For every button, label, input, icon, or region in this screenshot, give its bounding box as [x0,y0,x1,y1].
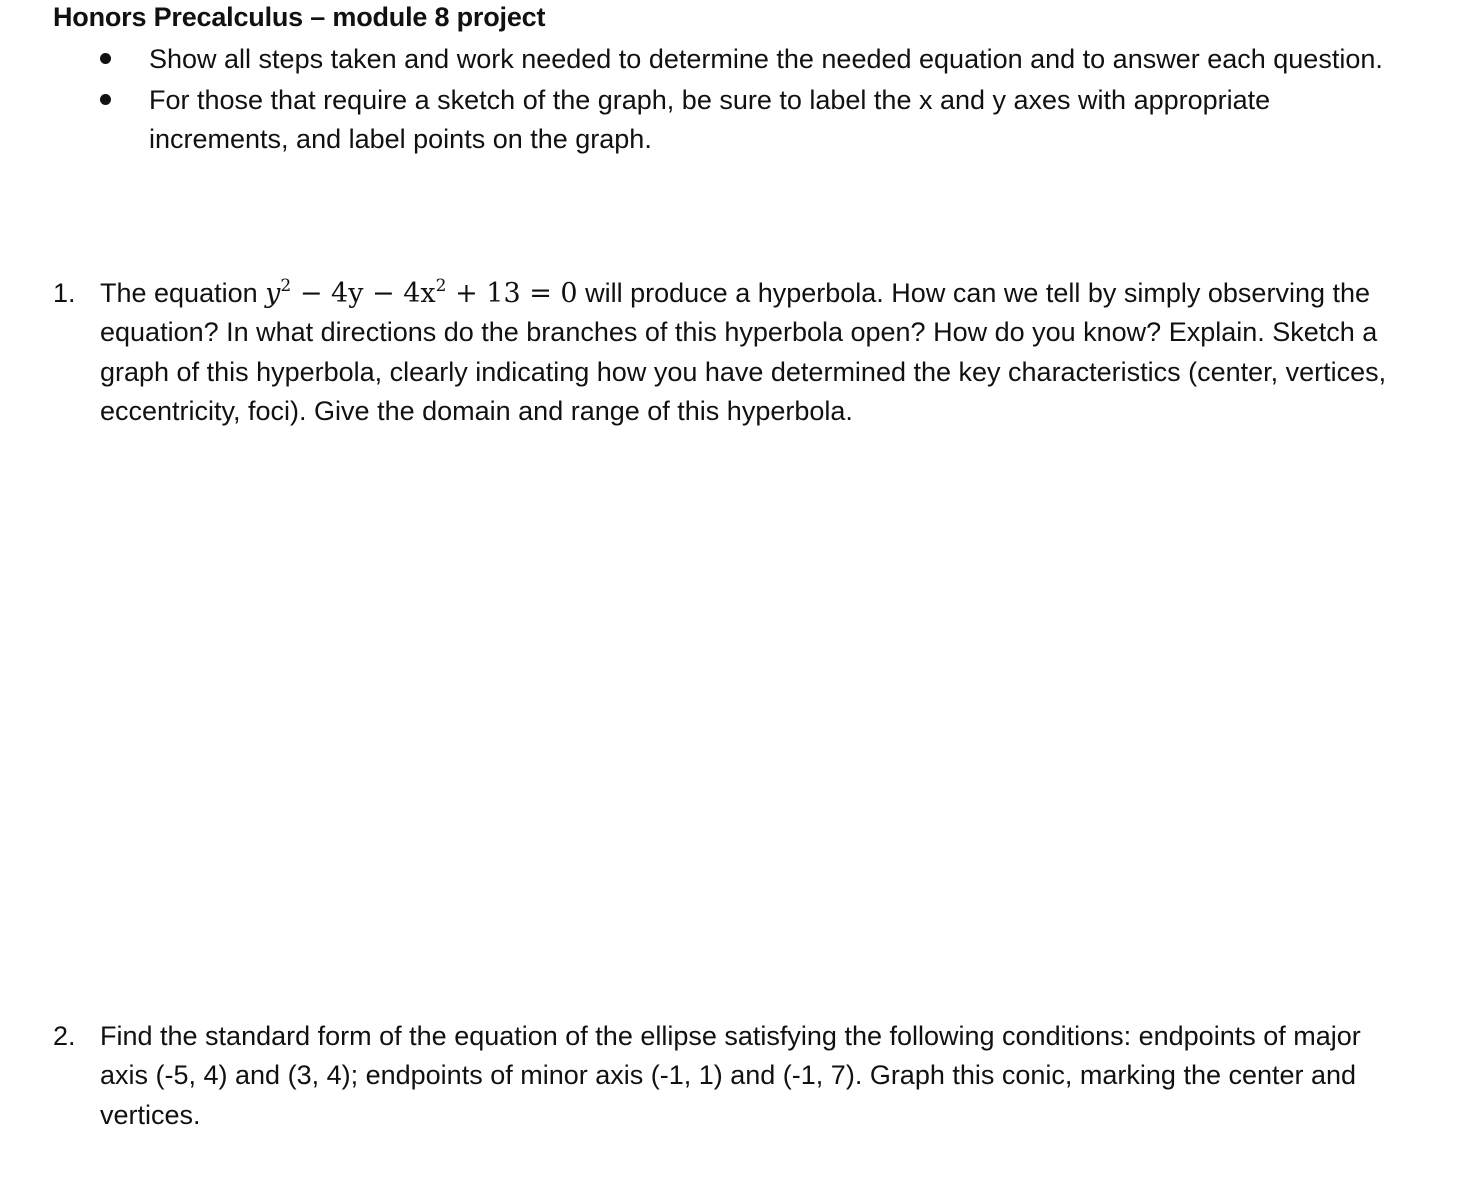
bullet-icon [100,53,111,64]
question-text [100,274,1398,431]
question-text-intro: The equation [100,278,258,308]
instructions-list [100,40,1390,161]
question-2 [53,1017,1398,1135]
question-1 [53,274,1398,431]
equation-y-term: y [265,278,281,309]
instruction-text: Show all steps taken and work needed to determine the needed equation and to answer each question. [149,44,1383,74]
equation-x-exponent: 2 [435,276,447,296]
instruction-text: For those that require a sketch of the graph, be sure to label the x and y axes with appropriate increments, and label points on the graph. [149,85,1271,154]
question-number: 1. [53,278,76,308]
equation-y-exponent: 2 [280,276,292,296]
instruction-item [100,40,1390,79]
instruction-item [100,81,1390,159]
equation-middle: − 4y − 4x [291,278,436,309]
hyperbola-equation [265,278,577,309]
bullet-icon [100,94,111,105]
equation-end: + 13 = 0 [446,278,578,309]
document-title: Honors Precalculus – module 8 project [53,2,546,32]
question-text: Find the standard form of the equation of the ellipse satisfying the following conditions: endpoints of major axis (-5, 4) and (3, 4); endpoints of minor axis (-1, 1) and (-1, 7). Graph this conic, marking the center and vertices. [100,1021,1361,1130]
question-text-body: will produce a hyperbola. How can we tell by simply observing the equation? In what directions do the branches of this hyperbola open? How do you know? Explain. Sketch a graph of this hyperbola, clearly indicating how you have determined the key characteristics (center, vertices, eccentricity, foci). Give the domain and range of this hyperbola. [100,278,1387,426]
question-number: 2. [53,1021,76,1051]
